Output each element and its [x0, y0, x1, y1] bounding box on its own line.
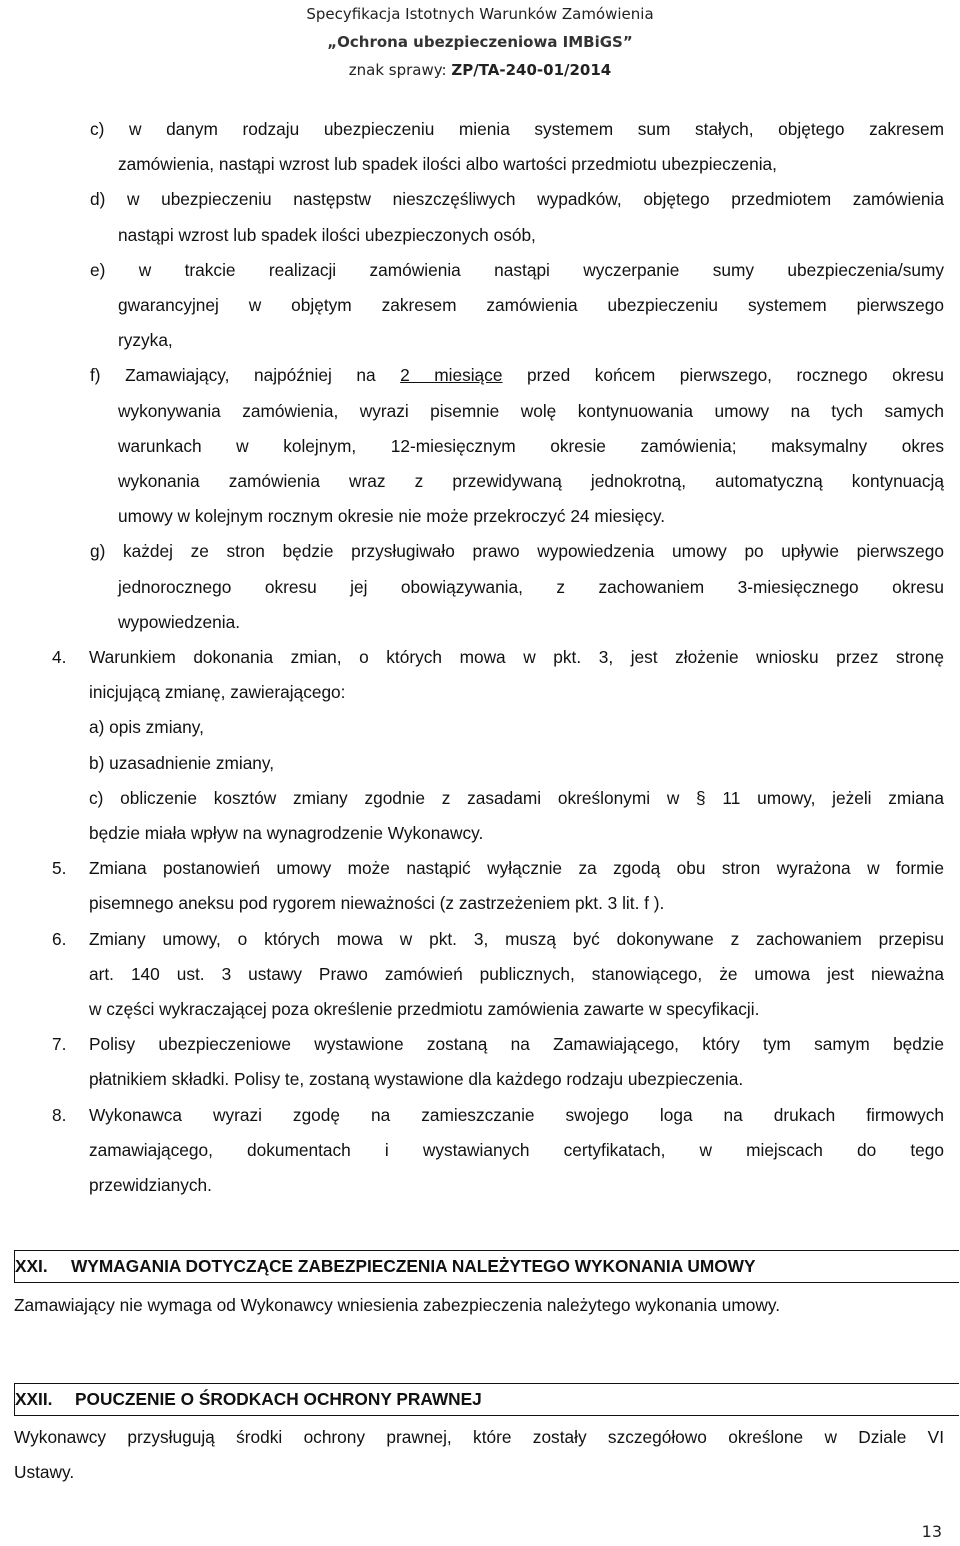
- section-text-xxi: Zamawiający nie wymaga od Wykonawcy wniesienia zabezpieczenia należytego wykonania umowy.: [14, 1295, 781, 1315]
- list-item-g: g) każdej ze stron będzie przysługiwało prawo wypowiedzenia umowy po upływie pierwszego jednorocznego okresu jej obowiązywania, z zachowaniem 3-miesięcznego okresu wypowiedzenia.: [90, 541, 944, 632]
- section-title-xxi: WYMAGANIA DOTYCZĄCE ZABEZPIECZENIA NALEŻYTEGO WYKONANIA UMOWY: [71, 1256, 756, 1276]
- header-tender-name: „Ochrona ubezpieczeniowa IMBiGS”: [327, 33, 633, 51]
- section-code-xxi: XXI.: [15, 1256, 48, 1276]
- list-item-c: c) w danym rodzaju ubezpieczeniu mienia systemem sum stałych, objętego zakresem zamówienia, nastąpi wzrost lub spadek ilości albo wartości przedmiotu ubezpieczenia,: [90, 119, 944, 175]
- section-code-xxii: XXII.: [15, 1389, 53, 1409]
- numbered-point-7: 7. Polisy ubezpieczeniowe wystawione zostaną na Zamawiającego, który tym samym będzie płatnikiem składki. Polisy te, zostaną wystawione dla każdego rodzaju ubezpieczenia.: [52, 1034, 944, 1090]
- list-item-e: e) w trakcie realizacji zamówienia nastąpi wyczerpanie sumy ubezpieczenia/sumy gwarancyjnej w objętym zakresem zamówienia ubezpieczeniu systemem pierwszego ryzyka,: [90, 259, 944, 351]
- numbered-point-4: 4. Warunkiem dokonania zmian, o których mowa w pkt. 3, jest złożenie wniosku przez stronę inicjującą zmianę, zawierającego: a) opis zmiany, b) uzasadnienie zmiany, c) obliczenie kosztów zmiany zgodnie z zasadami określonymi w § 11 umowy, jeżeli zmiana będzie miała wpływ na wynagrodzenie Wykonawcy.: [52, 647, 944, 844]
- header-case-number: znak sprawy: ZP/TA-240-01/2014: [348, 61, 612, 79]
- section-text-xxii: Wykonawcy przysługują środki ochrony prawnej, które zostały szczegółowo określone w Dziale VI Ustawy.: [14, 1427, 944, 1483]
- point-4-a: a) opis zmiany,: [89, 717, 204, 738]
- numbered-point-6: 6. Zmiany umowy, o których mowa w pkt. 3, muszą być dokonywane z zachowaniem przepisu art. 140 ust. 3 ustawy Prawo zamówień publicznych, stanowiącego, że umowa jest nieważna w części wykraczającej poza określenie przedmiotu zamówienia zawarte w specyfikacji.: [52, 928, 944, 1020]
- list-item-f: f) Zamawiający, najpóźniej na 2 miesiące przed końcem pierwszego, rocznego okresu wykonywania zamówienia, wyrazi pisemnie wolę kontynuowania umowy na tych samych warunkach w kolejnym, 12-miesięcznym okresie zamówienia; maksymalny okres wykonania zamówienia wraz z przewidywaną jednokrotną, automatyczną kontynuacją umowy w kolejnym rocznym okresie nie może przekroczyć 24 miesięcy.: [90, 365, 945, 527]
- numbered-point-5: 5. Zmiana postanowień umowy może nastąpić wyłącznie za zgodą obu stron wyrażona w formie pisemnego aneksu pod rygorem nieważności (z zastrzeżeniem pkt. 3 lit. f ).: [52, 858, 944, 914]
- page-header: [0, 0, 960, 84]
- header-spec-title: Specyfikacja Istotnych Warunków Zamówienia: [306, 5, 654, 23]
- page-number: 13: [921, 1522, 942, 1541]
- numbered-point-8: 8. Wykonawca wyrazi zgodę na zamieszczanie swojego loga na drukach firmowych zamawiającego, dokumentach i wystawianych certyfikatach, w miejscach do tego przewidzianych.: [52, 1104, 944, 1196]
- section-title-xxii: POUCZENIE O ŚRODKACH OCHRONY PRAWNEJ: [75, 1389, 482, 1409]
- section-heading-xxii: [14, 1383, 959, 1416]
- section-heading-xxi: [14, 1250, 959, 1283]
- list-item-d: d) w ubezpieczeniu następstw nieszczęśliwych wypadków, objętego przedmiotem zamówienia nastąpi wzrost lub spadek ilości ubezpieczonych osób,: [90, 189, 944, 245]
- point-4-b: b) uzasadnienie zmiany,: [89, 752, 275, 773]
- document-body: [0, 112, 960, 1203]
- point-4-c: c) obliczenie kosztów zmiany zgodnie z zasadami określonymi w § 11 umowy, jeżeli zmiana: [89, 787, 944, 808]
